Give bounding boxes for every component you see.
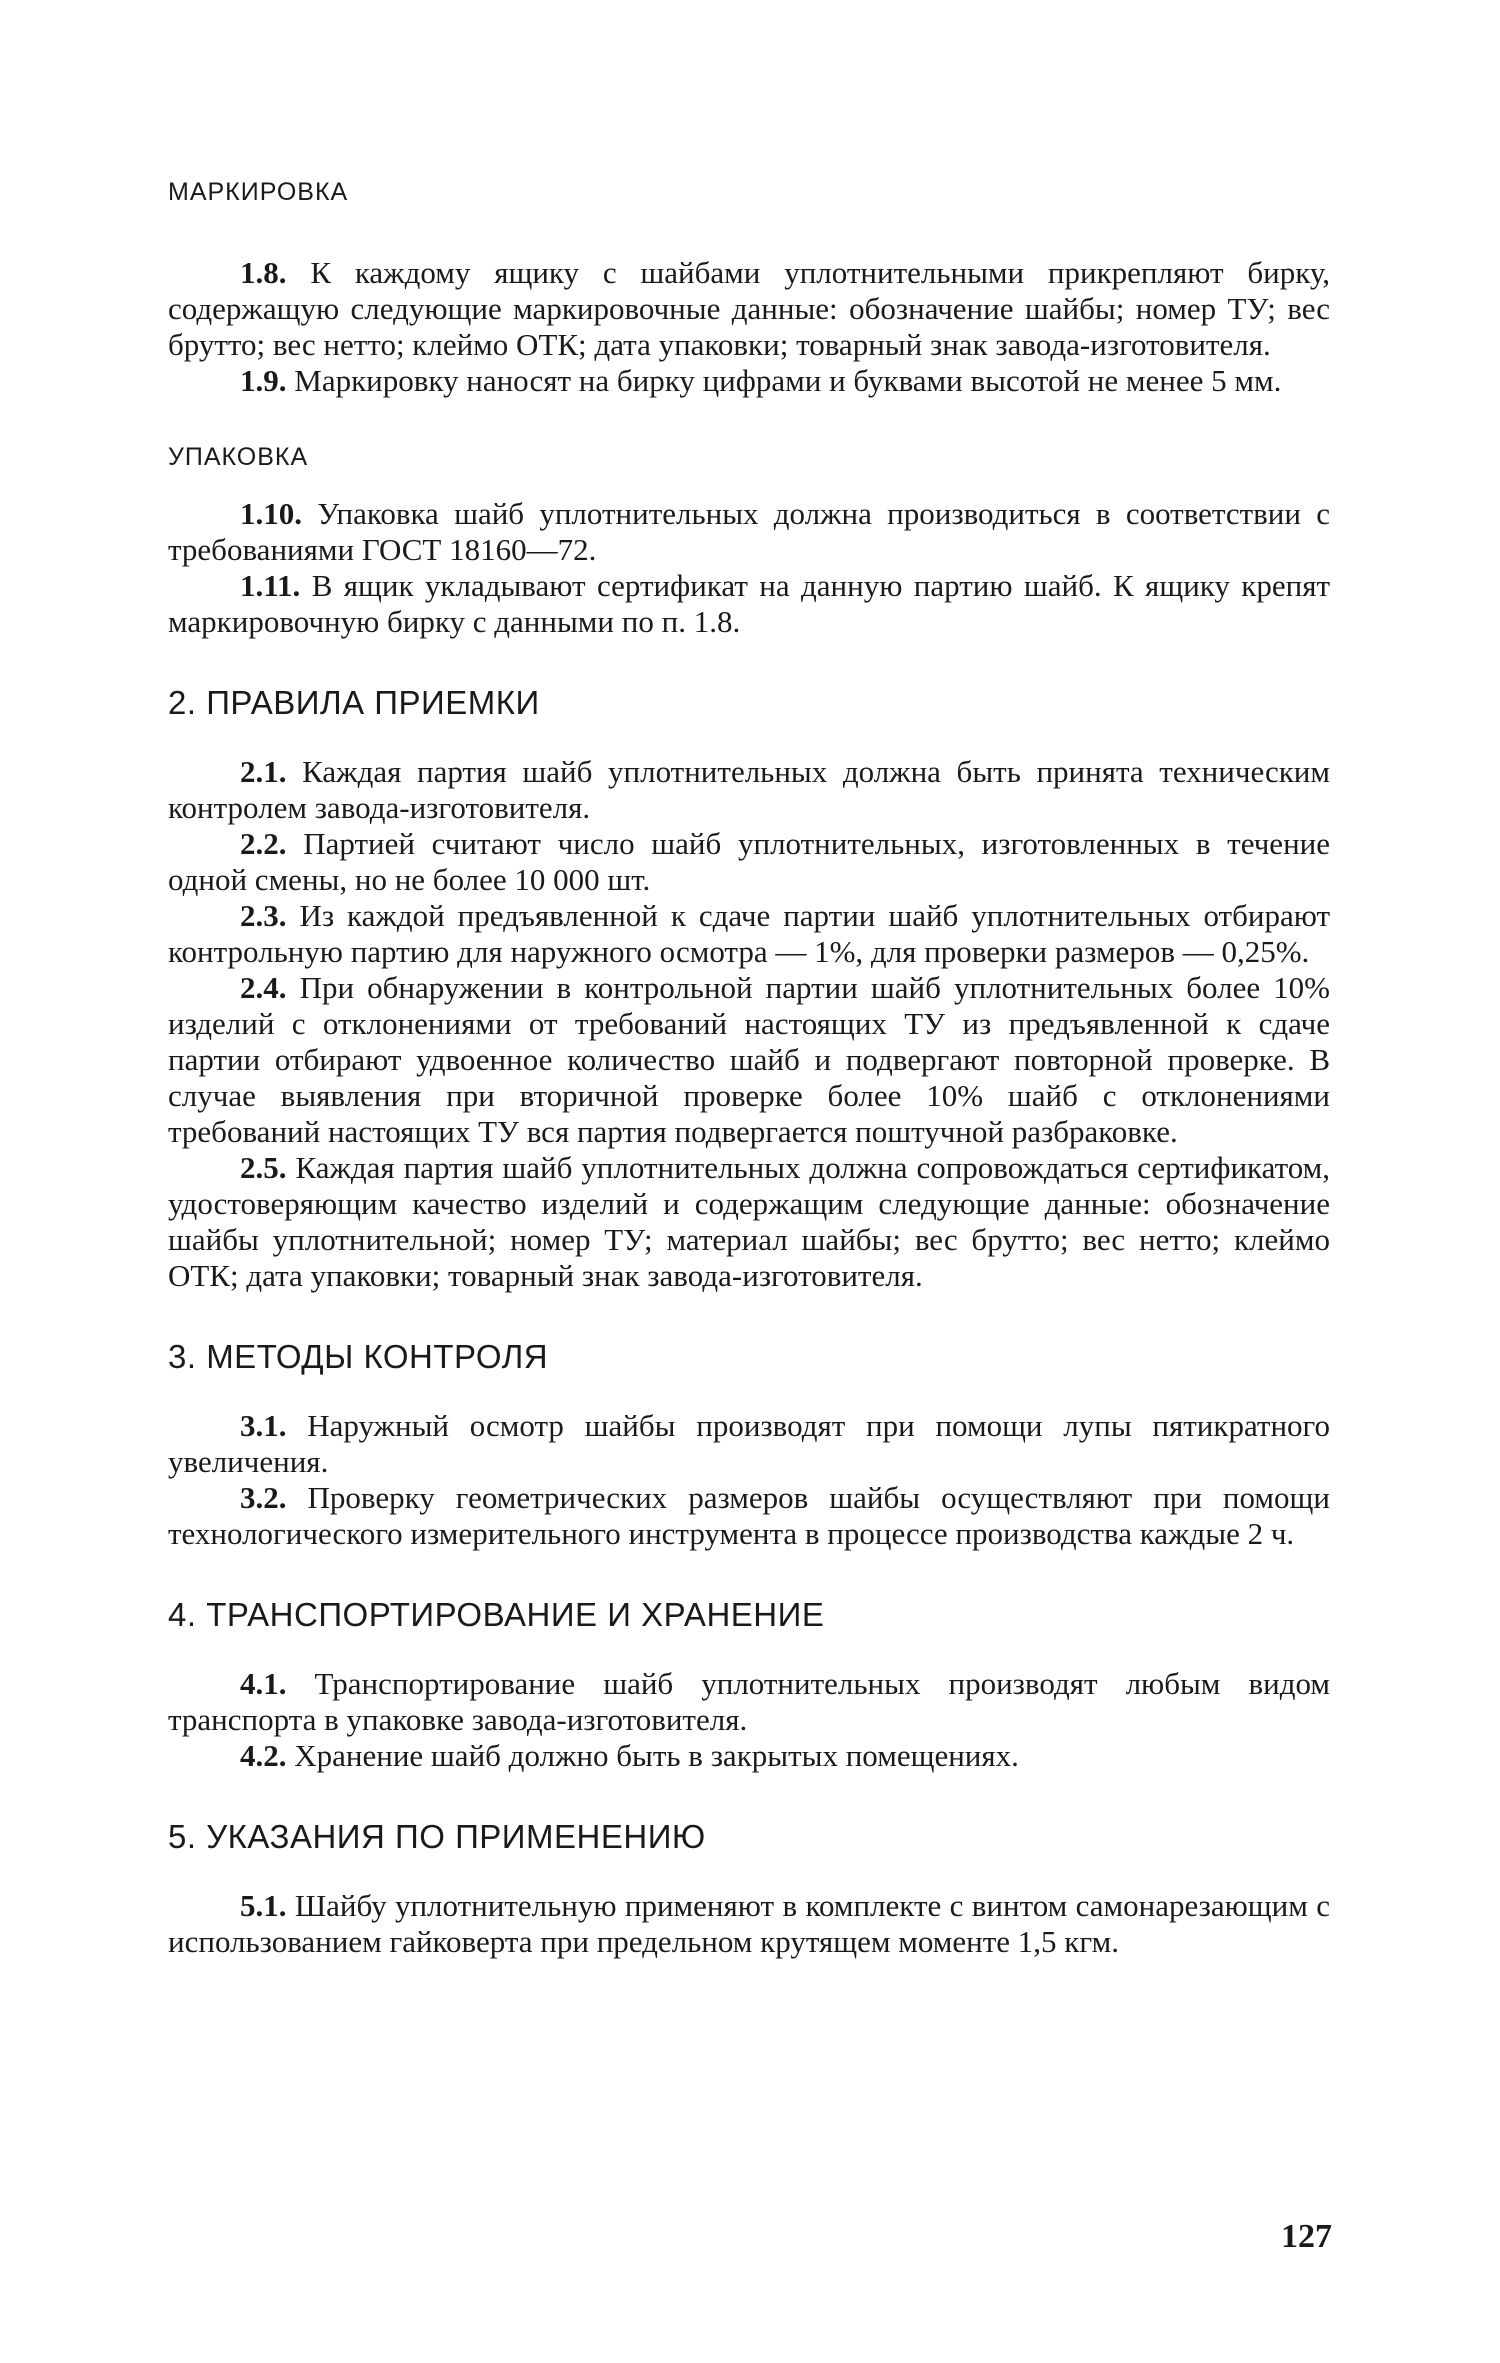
paragraph-2-2: 2.2. Партией считают число шайб уплотнительных, изготовленных в течение одной смены, но не более 10 000 шт. [168,826,1331,897]
paragraph-4-2: 4.2. Хранение шайб должно быть в закрытых помещениях. [240,1738,1019,1773]
paragraph-2-3: 2.3. Из каждой предъявленной к сдаче партии шайб уплотнительных отбирают контрольную партию для наружного осмотра — 1%, для проверки размеров — 0,25%. [168,898,1331,969]
paragraph-1-8: 1.8. К каждому ящику с шайбами уплотнительными прикрепляют бирку, содержащую следующие маркировочные данные: обозначение шайбы; номер ТУ; вес брутто; вес нетто; клеймо ОТК; дата упаковки; товарный знак завода-изготовителя. [168,255,1330,362]
section-title-packing: УПАКОВКА [168,443,309,471]
paragraph-3-2: 3.2. Проверку геометрических размеров шайбы осуществляют при помощи технологического измерительного инструмента в процессе производства каждые 2 ч. [168,1480,1331,1551]
page-number: 127 [1281,2218,1332,2255]
section-title-acceptance: 2. ПРАВИЛА ПРИЕМКИ [168,684,540,721]
section-title-marking: МАРКИРОВКА [168,178,349,206]
paragraph-1-9: 1.9. Маркировку наносят на бирку цифрами и буквами высотой не менее 5 мм. [240,363,1282,398]
paragraph-2-1: 2.1. Каждая партия шайб уплотнительных должна быть принята техническим контролем завода-изготовителя. [168,754,1331,825]
paragraph-5-1: 5.1. Шайбу уплотнительную применяют в комплекте с винтом самонарезающим с использованием гайковерта при предельном крутящем моменте 1,5 кгм. [168,1888,1330,1959]
paragraph-3-1: 3.1. Наружный осмотр шайбы производят при помощи лупы пятикратного увеличения. [168,1408,1330,1479]
paragraph-1-11: 1.11. В ящик укладывают сертификат на данную партию шайб. К ящику крепят маркировочную бирку с данными по п. 1.8. [168,568,1331,639]
section-title-control: 3. МЕТОДЫ КОНТРОЛЯ [168,1338,549,1375]
section-title-transport: 4. ТРАНСПОРТИРОВАНИЕ И ХРАНЕНИЕ [168,1596,825,1633]
section-title-usage: 5. УКАЗАНИЯ ПО ПРИМЕНЕНИЮ [168,1818,706,1855]
paragraph-2-5: 2.5. Каждая партия шайб уплотнительных должна сопровождаться сертификатом, удостоверяющим качество изделий и содержащим следующие данные: обозначение шайбы уплотнительной; номер ТУ; материал шайбы; вес брутто; вес нетто; клеймо ОТК; дата упаковки; товарный знак завода-изготовителя. [168,1150,1331,1293]
paragraph-2-4: 2.4. При обнаружении в контрольной партии шайб уплотнительных более 10% изделий с отклонениями от требований настоящих ТУ из предъявленной к сдаче партии отбирают удвоенное количество шайб и подвергают повторной проверке. В случае выявления при вторичной проверке более 10% шайб с отклонениями требований настоящих ТУ вся партия подвергается поштучной разбраковке. [168,970,1331,1149]
paragraph-1-10: 1.10. Упаковка шайб уплотнительных должна производиться в соответствии с требованиями ГОСТ 18160—72. [168,496,1331,567]
paragraph-4-1: 4.1. Транспортирование шайб уплотнительных производят любым видом транспорта в упаковке завода-изготовителя. [168,1666,1330,1737]
